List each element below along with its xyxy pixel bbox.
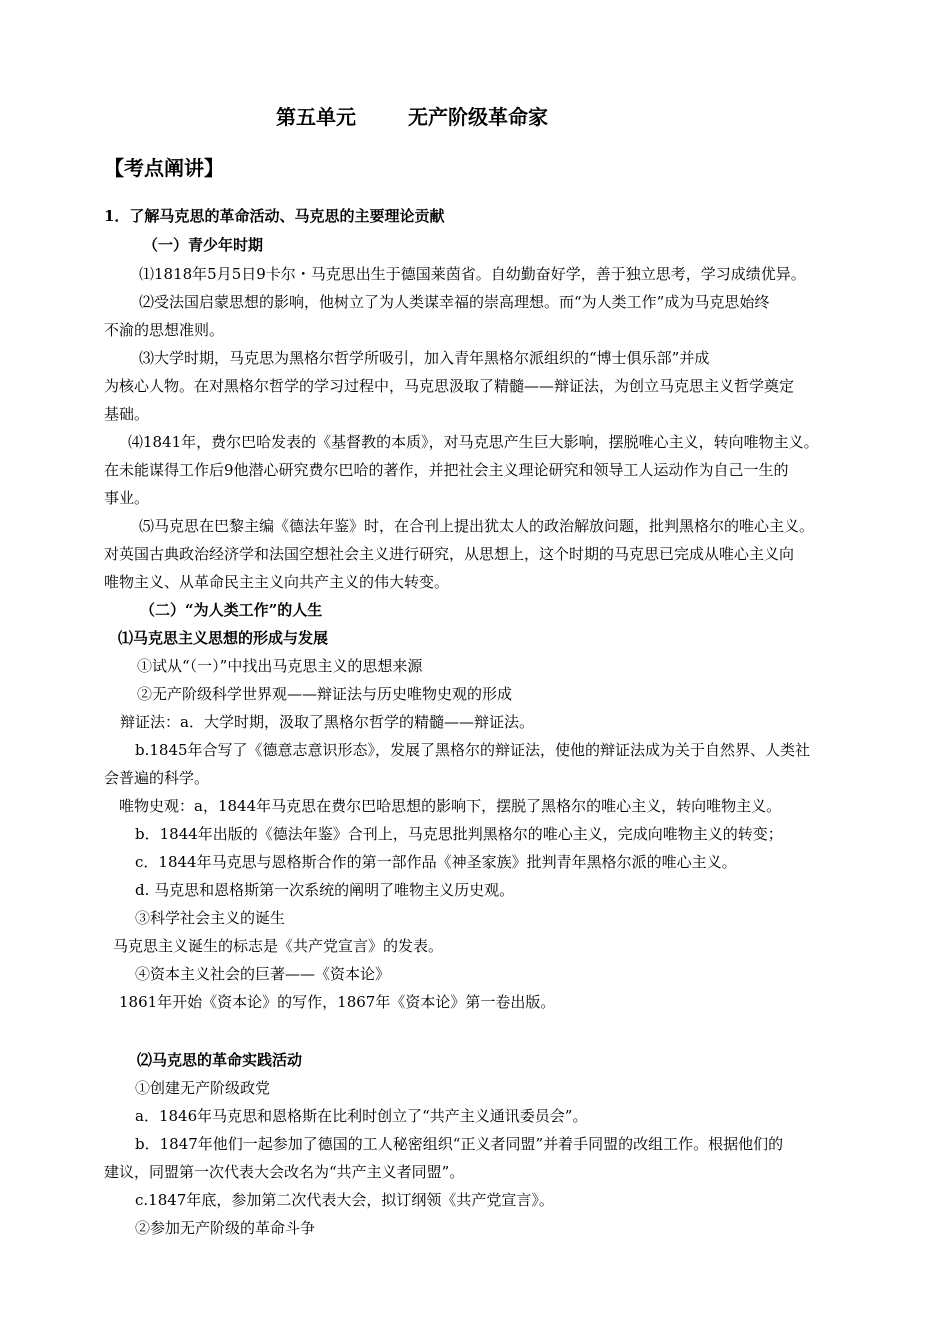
subsection-heading: （一）青少年时期 xyxy=(143,236,264,254)
paragraph-line: ①创建无产阶级政党 xyxy=(135,1079,271,1097)
subsection-heading: （二）“为人类工作”的人生 xyxy=(140,601,323,619)
paragraph-line: b.1845年合写了《德意志意识形态》，发展了黑格尔的辩证法，使他的辩证法成为关于自然界、人类社 xyxy=(135,741,811,759)
paragraph-line: 1861年开始《资本论》的写作，1867年《资本论》第一卷出版。 xyxy=(119,993,556,1011)
paragraph-line: ⑴1818年5月5日9卡尔・马克思出生于德国莱茵省。自幼勤奋好学，善于独立思考，学习成绩优异。 xyxy=(139,265,806,283)
subsection-heading: ⑵马克思的革命实践活动 xyxy=(137,1051,303,1069)
paragraph-line: c．1844年马克思与恩格斯合作的第一部作品《神圣家族》批判青年黑格尔派的唯心主义。 xyxy=(135,853,737,871)
paragraph-line: 唯物史观：a，1844年马克思在费尔巴哈思想的影响下，摆脱了黑格尔的唯心主义，转向唯物主义。 xyxy=(119,797,782,815)
paragraph-line: b．1847年他们一起参加了德国的工人秘密组织“正义者同盟”并着手同盟的改组工作。根据他们的 xyxy=(135,1135,784,1153)
page-title-topic: 无产阶级革命家 xyxy=(408,105,548,129)
paragraph-line: 辩证法：a．大学时期，汲取了黑格尔哲学的精髓——辩证法。 xyxy=(120,713,534,731)
paragraph-line: b．1844年出版的《德法年鉴》合刊上，马克思批判黑格尔的唯心主义，完成向唯物主义的转变； xyxy=(135,825,783,843)
paragraph-line: ②参加无产阶级的革命斗争 xyxy=(135,1219,316,1237)
paragraph-line: 为核心人物。在对黑格尔哲学的学习过程中，马克思汲取了精髓——辩证法，为创立马克思主义哲学奠定 xyxy=(104,377,795,395)
subsection-heading: ⑴马克思主义思想的形成与发展 xyxy=(118,629,329,647)
paragraph-line: 基础。 xyxy=(104,405,150,423)
paragraph-line: ⑶大学时期，马克思为黑格尔哲学所吸引，加入青年黑格尔派组织的“博士俱乐部”并成 xyxy=(139,349,710,367)
paragraph-line: 不渝的思想准则。 xyxy=(104,321,225,339)
paragraph-line: ③科学社会主义的诞生 xyxy=(135,909,286,927)
page-title-unit: 第五单元 xyxy=(276,105,356,129)
paragraph-line: d. 马克思和恩格斯第一次系统的阐明了唯物主义历史观。 xyxy=(135,881,515,899)
topic-heading: 1．了解马克思的革命活动、马克思的主要理论贡献 xyxy=(104,207,445,225)
paragraph-line: ①试从“（一）”中找出马克思主义的思想来源 xyxy=(137,657,423,675)
page-title xyxy=(276,104,548,130)
paragraph-line: 对英国古典政治经济学和法国空想社会主义进行研究，从思想上，这个时期的马克思已完成从唯心主义向 xyxy=(104,545,795,563)
paragraph-line: ②无产阶级科学世界观——辩证法与历史唯物史观的形成 xyxy=(137,685,513,703)
paragraph-line: ⑷1841年，费尔巴哈发表的《基督教的本质》，对马克思产生巨大影响，摆脱唯心主义，转向唯物主义。 xyxy=(128,433,819,451)
paragraph-line: ④资本主义社会的巨著——《资本论》 xyxy=(135,965,391,983)
paragraph-line: c.1847年底，参加第二次代表大会，拟订纲领《共产党宣言》。 xyxy=(135,1191,554,1209)
paragraph-line: ⑸马克思在巴黎主编《德法年鉴》时，在合刊上提出犹太人的政治解放问题，批判黑格尔的唯心主义。 xyxy=(139,517,815,535)
paragraph-line: 在未能谋得工作后9他潜心研究费尔巴哈的著作，并把社会主义理论研究和领导工人运动作为自己一生的 xyxy=(104,461,789,479)
paragraph-line: 事业。 xyxy=(104,489,150,507)
paragraph-line: 唯物主义、从革命民主主义向共产主义的伟大转变。 xyxy=(104,573,450,591)
paragraph-line: a．1846年马克思和恩格斯在比利时创立了“共产主义通讯委员会”。 xyxy=(135,1107,588,1125)
section-heading: 【考点阐讲】 xyxy=(104,156,224,180)
paragraph-line: 建议，同盟第一次代表大会改名为“共产主义者同盟”。 xyxy=(104,1163,465,1181)
paragraph-line: ⑵受法国启蒙思想的影响，他树立了为人类谋幸福的崇高理想。而“为人类工作”成为马克思始终 xyxy=(139,293,770,311)
paragraph-line: 会普遍的科学。 xyxy=(104,769,210,787)
paragraph-line: 马克思主义诞生的标志是《共产党宣言》的发表。 xyxy=(113,937,444,955)
